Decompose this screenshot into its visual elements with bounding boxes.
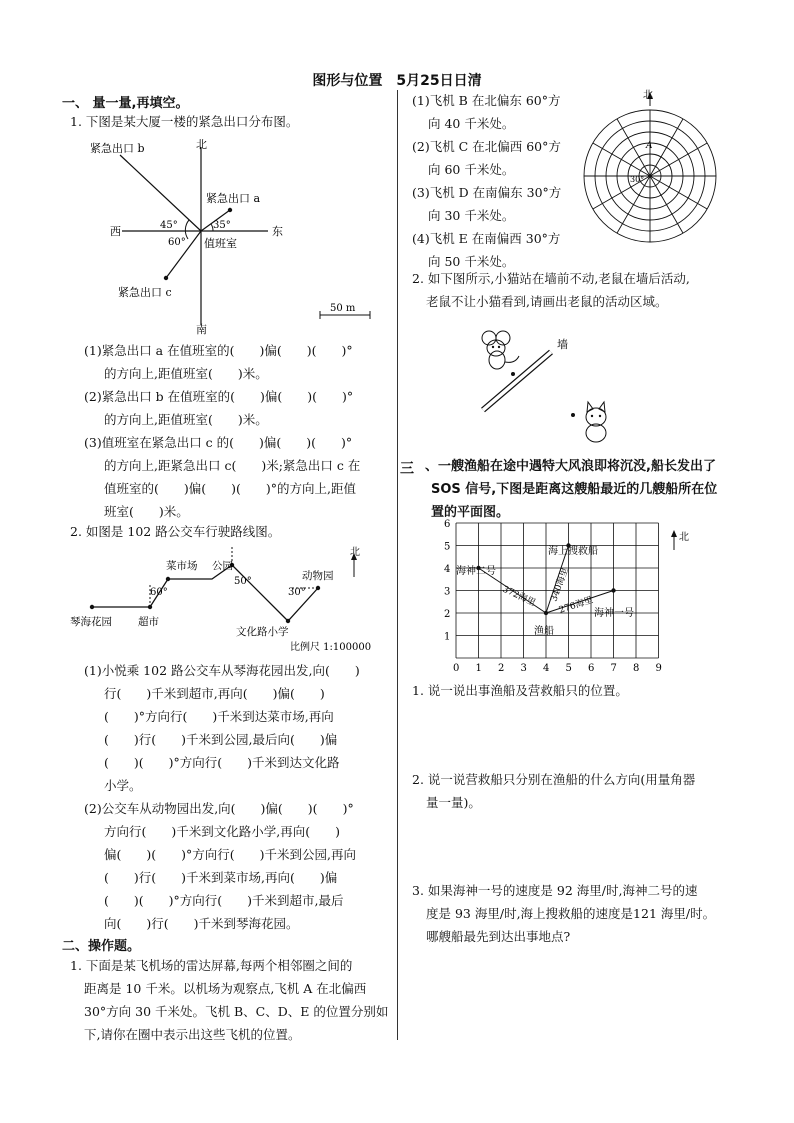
plane-b-line-2: 向 40 千米处。 [428, 116, 515, 131]
route-angle-50: 50° [234, 576, 252, 587]
exit-map-figure [80, 135, 380, 335]
ship-haishen-2: 海神二号 [456, 566, 496, 577]
exit-c-label: 紧急出口 c [118, 286, 172, 299]
ship-haishen-1: 海神一号 [594, 608, 634, 619]
q2-line-9: 偏( )( )°方向行( )千米到公园,再向 [104, 847, 356, 862]
q1-line-2: 的方向上,距值班室( )米。 [104, 366, 268, 381]
exit-b-label: 紧急出口 b [90, 142, 145, 155]
q2-line-11: ( )( )°方向行( )千米到超市,最后 [104, 893, 344, 908]
s3-question-3-line-3: 哪艘船最先到达出事地点? [426, 929, 571, 944]
s3-question-1: 1. 说一说出事渔船及营救船只的位置。 [412, 683, 628, 698]
s2-q1-line-3: 30°方向 30 千米处。飞机 B、C、D、E 的位置分别如 [84, 1004, 389, 1019]
radar-plane-a: A [646, 141, 653, 151]
section-2-heading: 二、操作题。 [62, 939, 141, 954]
stop-market: 菜市场 [166, 560, 198, 572]
grid-ytick: 6 [444, 519, 451, 530]
s2-q2-line-1: 2. 如下图所示,小猫站在墙前不动,老鼠在墙后活动, [412, 271, 690, 286]
radar-spoke [593, 143, 650, 176]
dist-276: 276海里 [557, 595, 595, 616]
radar-spoke [617, 176, 650, 233]
stop-zoo: 动物园 [302, 570, 334, 582]
s3-question-2-line-2: 量一量)。 [426, 795, 481, 810]
route-scale: 比例尺 1:100000 [290, 642, 372, 653]
section-1-heading: 一、 量一量,再填空。 [62, 96, 189, 111]
q2-line-5: ( )( )°方向行( )千米到达文化路 [104, 755, 340, 770]
q1-line-1: (1)紧急出口 a 在值班室的( )偏( )( )° [84, 343, 353, 358]
fig1-west: 西 [110, 225, 121, 238]
grid-ytick: 3 [444, 586, 451, 598]
route-angle-60: 60° [150, 587, 168, 598]
grid-ytick: 5 [444, 541, 451, 553]
question-1-1: 1. 下图是某大厦一楼的紧急出口分布图。 [70, 114, 299, 129]
q1-line-5: (3)值班室在紧急出口 c 的( )偏( )( )° [84, 435, 353, 450]
grid-xtick: 2 [498, 663, 505, 674]
grid-xtick: 3 [520, 663, 527, 674]
s3-question-3-line-1: 3. 如果海神一号的速度是 92 海里/时,海神二号的速 [412, 883, 698, 898]
wall-label: 墙 [557, 338, 568, 351]
grid-xtick: 1 [475, 663, 482, 674]
grid-xtick: 4 [543, 663, 550, 674]
radar-north: 北 [643, 90, 653, 101]
section-3-heading: 三 [400, 461, 414, 477]
dist-372: 372海里 [500, 584, 537, 609]
stop-qinhai-garden: 琴海花园 [70, 616, 112, 628]
radar-spoke [650, 176, 683, 233]
radar-screen [580, 88, 720, 258]
grid-north: 北 [679, 532, 689, 543]
cat-icon [586, 402, 606, 442]
s3-question-2-line-1: 2. 说一说营救船只分别在渔船的什么方向(用量角器 [412, 772, 696, 787]
plane-b-line-1: (1)飞机 B 在北偏东 60°方 [412, 93, 561, 108]
ship-grid-figure [438, 519, 708, 678]
duty-room-label: 值班室 [204, 237, 237, 250]
mouse-point [511, 372, 515, 376]
grid-ytick: 4 [444, 564, 451, 575]
s2-q1-line-4: 下,请你在圈中表示出这些飞机的位置。 [84, 1027, 301, 1042]
bus-route-figure [70, 545, 390, 660]
radar-angle: 30° [630, 175, 645, 184]
radar-spoke [650, 176, 707, 209]
cat-point [571, 413, 575, 417]
ship-point [611, 588, 615, 592]
q2-line-3: ( )°方向行( )千米到达菜市场,再向 [104, 709, 334, 724]
s3-intro-line-1: 、一艘渔船在途中遇特大风浪即将沉没,船长发出了 [425, 459, 716, 474]
q1-line-4: 的方向上,距值班室( )米。 [104, 412, 268, 427]
cat-mouse-figure [475, 322, 615, 452]
page-title: 图形与位置 5月25日日清 [312, 73, 482, 89]
route-angle-30: 30° [288, 587, 306, 598]
ship-rescue: 海上搜救船 [548, 546, 598, 557]
grid-xtick: 8 [633, 663, 640, 674]
q1-line-3: (2)紧急出口 b 在值班室的( )偏( )( )° [84, 389, 354, 404]
radar-spoke [650, 143, 707, 176]
grid-xtick: 0 [453, 663, 460, 674]
grid-ytick: 2 [444, 609, 451, 620]
fig1-east: 东 [272, 225, 283, 238]
stop-school: 文化路小学 [236, 626, 289, 638]
column-divider [397, 90, 398, 1040]
q1-line-8: 班室( )米。 [104, 504, 189, 519]
s3-question-3-line-2: 度是 93 海里/时,海上搜救船的速度是121 海里/时。 [426, 906, 716, 921]
q2-line-12: 向( )行( )千米到琴海花园。 [104, 916, 299, 931]
q2-line-6: 小学。 [104, 778, 142, 793]
plane-d-line-2: 向 30 千米处。 [428, 208, 515, 223]
angle-35: 35° [213, 220, 231, 231]
dist-340: 340海里 [549, 566, 571, 604]
radar-spoke [650, 119, 683, 176]
grid-xtick: 5 [565, 663, 572, 674]
route-north: 北 [350, 547, 360, 558]
plane-e-line-2: 向 50 千米处。 [428, 254, 515, 269]
fishing-boat: 渔船 [534, 626, 554, 637]
fig1-south: 南 [196, 323, 207, 336]
plane-e-line-1: (4)飞机 E 在南偏西 30°方 [412, 231, 561, 246]
mouse-icon [482, 331, 519, 369]
exit-a-label: 紧急出口 a [206, 192, 261, 205]
angle-45: 45° [160, 220, 178, 231]
grid-xtick: 6 [588, 663, 595, 674]
plane-c-line-1: (2)飞机 C 在北偏西 60°方 [412, 139, 561, 154]
s3-intro-line-2: SOS 信号,下图是距离这艘船最近的几艘船所在位 [431, 482, 718, 497]
plane-c-line-2: 向 60 千米处。 [428, 162, 515, 177]
plane-d-line-1: (3)飞机 D 在南偏东 30°方 [412, 185, 562, 200]
q1-line-6: 的方向上,距紧急出口 c( )米;紧急出口 c 在 [104, 458, 361, 473]
wall [483, 352, 551, 410]
q2-line-1: (1)小悦乘 102 路公交车从琴海花园出发,向( ) [84, 663, 360, 678]
ship-point [544, 611, 548, 615]
angle-60: 60° [168, 237, 186, 248]
s2-q2-line-2: 老鼠不让小猫看到,请画出老鼠的活动区域。 [426, 294, 668, 309]
fig1-north: 北 [196, 138, 207, 151]
q2-line-7: (2)公交车从动物园出发,向( )偏( )( )° [84, 801, 354, 816]
q2-line-8: 方向行( )千米到文化路小学,再向( ) [104, 824, 340, 839]
scale-bar-label: 50 m [330, 303, 356, 314]
s2-q1-line-1: 1. 下面是某飞机场的雷达屏幕,每两个相邻圈之间的 [70, 958, 353, 973]
s3-intro-line-3: 置的平面图。 [431, 505, 510, 520]
grid-xtick: 7 [610, 663, 617, 674]
stop-park: 公园 [212, 560, 233, 572]
q2-line-4: ( )行( )千米到公园,最后向( )偏 [104, 732, 338, 747]
q1-line-7: 值班室的( )偏( )( )°的方向上,距值 [104, 481, 356, 496]
q2-line-10: ( )行( )千米到菜市场,再向( )偏 [104, 870, 338, 885]
q2-line-2: 行( )千米到超市,再向( )偏( ) [104, 686, 325, 701]
question-1-2: 2. 如图是 102 路公交车行驶路线图。 [70, 524, 281, 539]
s2-q1-line-2: 距离是 10 千米。以机场为观察点,飞机 A 在北偏西 [84, 981, 367, 996]
grid-ytick: 1 [444, 631, 451, 643]
grid-xtick: 9 [655, 663, 662, 674]
stop-supermarket: 超市 [138, 616, 159, 628]
